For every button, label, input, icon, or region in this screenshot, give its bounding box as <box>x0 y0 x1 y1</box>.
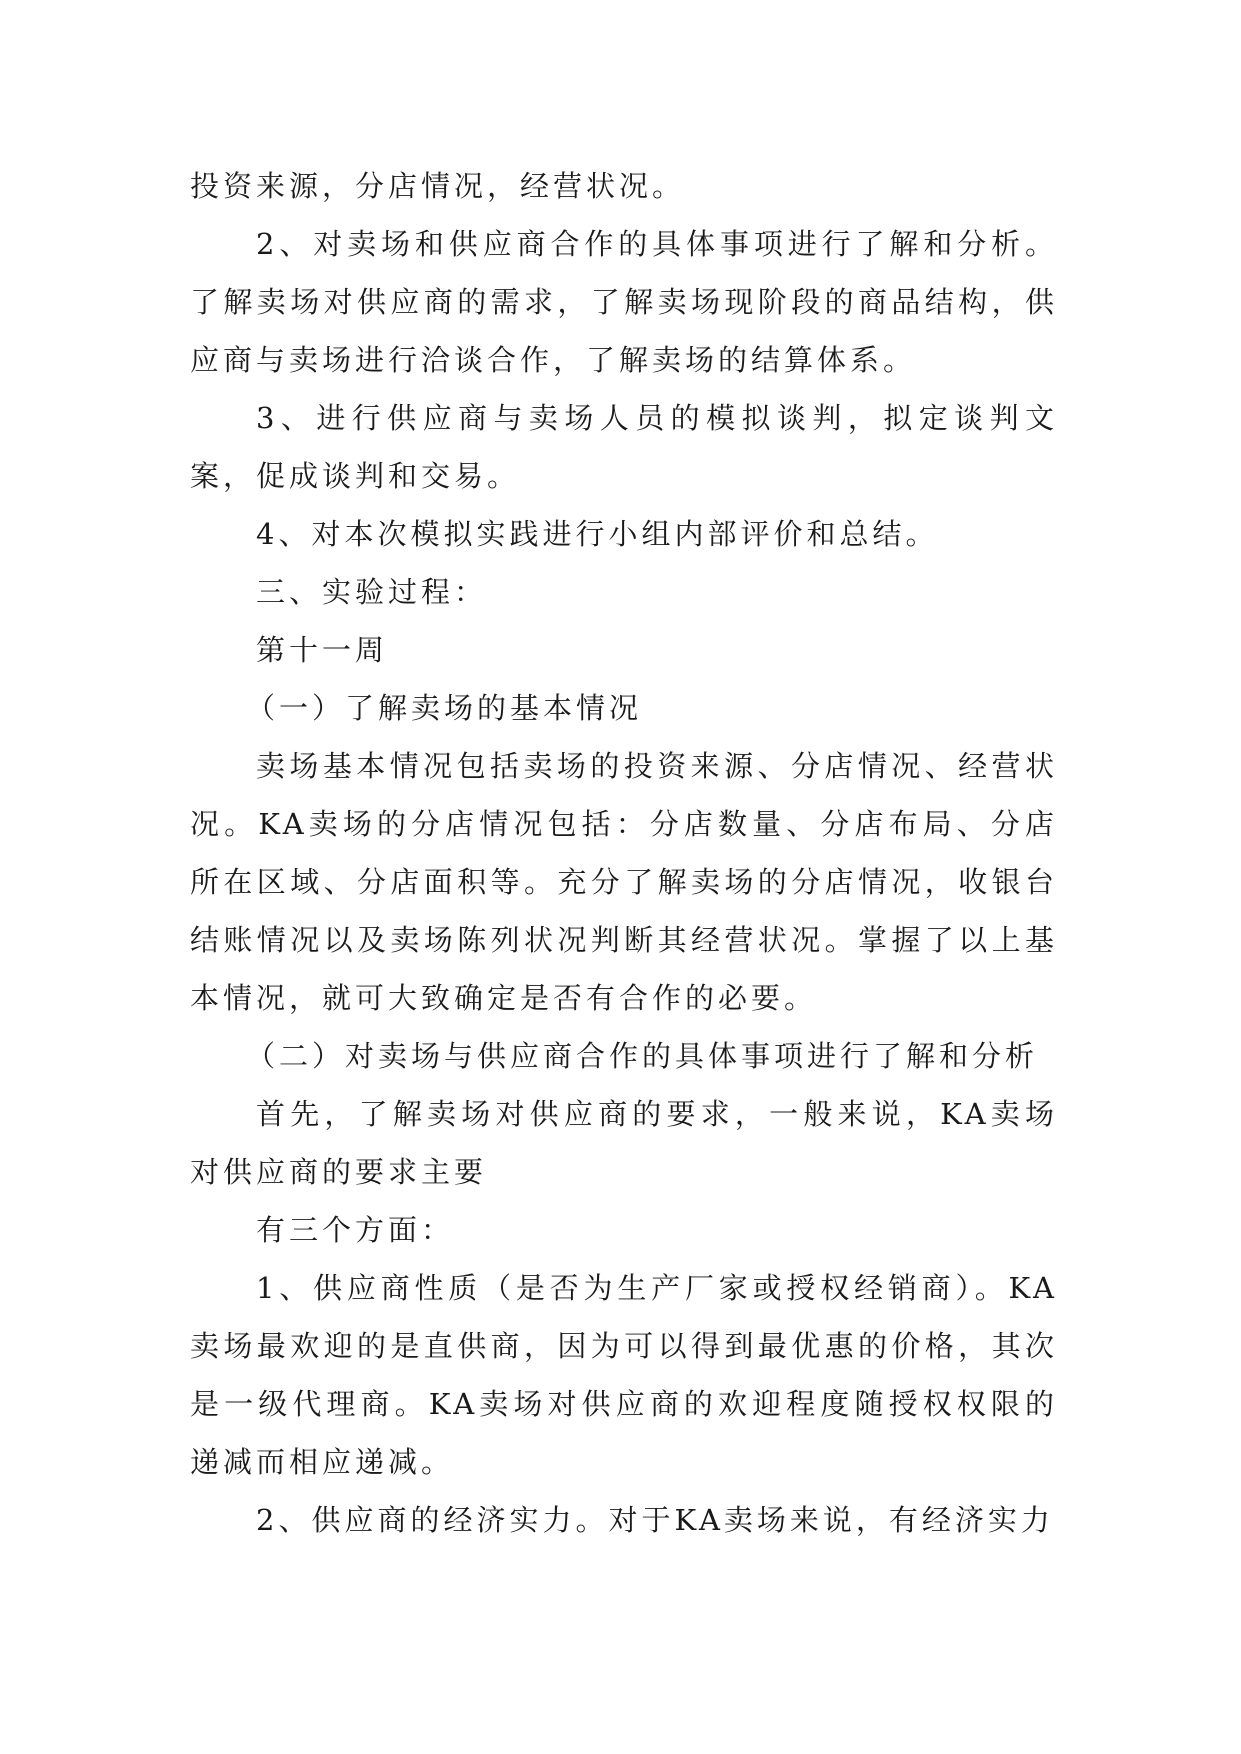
paragraph-7: 有三个方面： <box>256 1213 455 1247</box>
paragraph-2: 2、对卖场和供应商合作的具体事项进行了解和分析。了解卖场对供应商的需求，了解卖场现阶段的商品结构，供应商与卖场进行洽谈合作，了解卖场的结算体系。 <box>190 227 1058 377</box>
paragraph-9: 2、供应商的经济实力。对于KA卖场来说，有经济实力 <box>256 1503 1054 1537</box>
paragraph-6: 首先，了解卖场对供应商的要求，一般来说，KA卖场对供应商的要求主要 <box>190 1097 1058 1189</box>
subheading-1: （一）了解卖场的基本情况 <box>246 691 643 725</box>
paragraph-8: 1、供应商性质（是否为生产厂家或授权经销商）。KA卖场最欢迎的是直供商，因为可以得到最优惠的价格，其次是一级代理商。KA卖场对供应商的欢迎程度随授权权限的递减而相应递减。 <box>190 1271 1058 1479</box>
paragraph-4: 4、对本次模拟实践进行小组内部评价和总结。 <box>256 517 939 551</box>
document-body <box>190 157 1058 1549</box>
paragraph-5: 卖场基本情况包括卖场的投资来源、分店情况、经营状况。KA卖场的分店情况包括：分店数量、分店布局、分店所在区域、分店面积等。充分了解卖场的分店情况，收银台结账情况以及卖场陈列状况判断其经营状况。掌握了以上基本情况，就可大致确定是否有合作的必要。 <box>190 749 1058 1015</box>
section-heading-experiment-process: 三、实验过程： <box>256 575 488 609</box>
week-heading: 第十一周 <box>256 633 389 667</box>
paragraph-1: 投资来源，分店情况，经营状况。 <box>190 169 686 203</box>
paragraph-3: 3、进行供应商与卖场人员的模拟谈判，拟定谈判文案，促成谈判和交易。 <box>190 401 1058 493</box>
subheading-2: （二）对卖场与供应商合作的具体事项进行了解和分析 <box>246 1039 1039 1073</box>
